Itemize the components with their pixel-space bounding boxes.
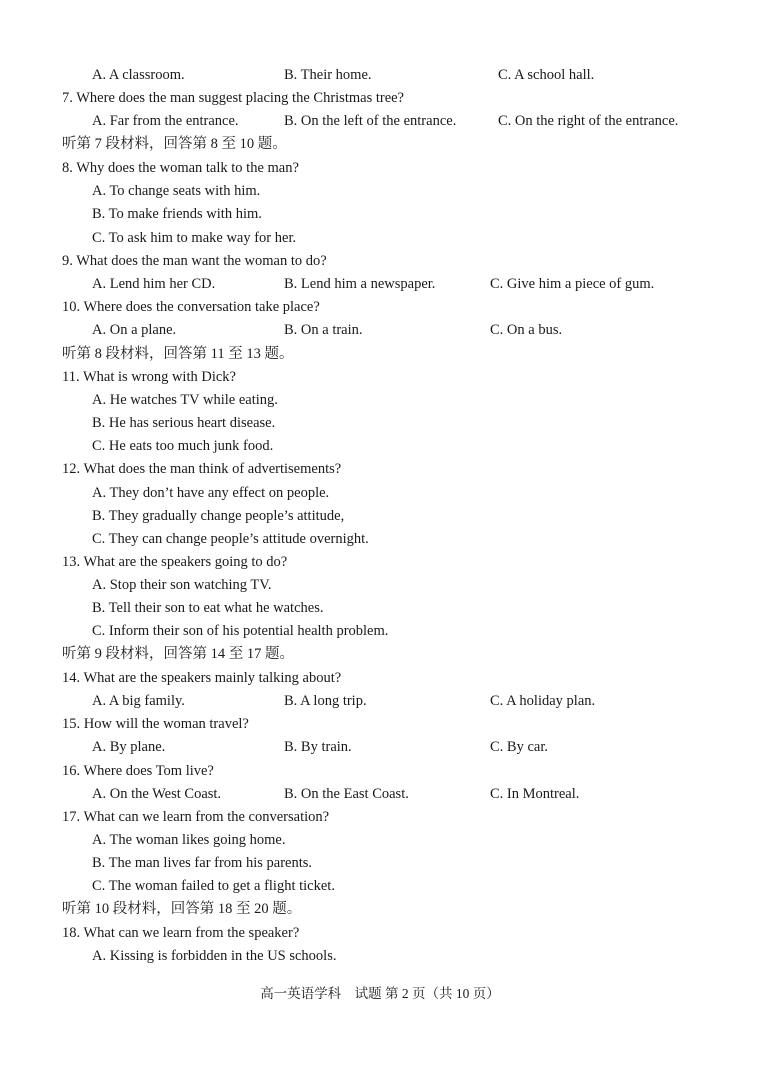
option-c: C. By car. [490,739,548,755]
question-text: 11. What is wrong with Dick? [62,369,236,385]
question-text: 8. Why does the woman talk to the man? [62,160,299,176]
answer-option: A. Kissing is forbidden in the US schools. [92,948,337,964]
question-text: 13. What are the speakers going to do? [62,554,288,570]
answer-option: C. He eats too much junk food. [92,438,274,454]
option-a: A. A big family. [92,693,185,709]
option-b: B. By train. [284,739,352,755]
option-b: B. On the left of the entrance. [284,113,457,129]
answer-option: A. They don’t have any effect on people. [92,485,330,501]
question-text: 17. What can we learn from the conversation? [62,809,330,825]
section-instruction: 听第 9 段材料，回答第 14 至 17 题。 [62,646,294,662]
option-c: C. A holiday plan. [490,693,596,709]
answer-option: A. Stop their son watching TV. [92,577,272,593]
option-a: A. A classroom. [92,67,185,83]
answer-option: A. The woman likes going home. [92,832,286,848]
question-text: 14. What are the speakers mainly talking about? [62,670,342,686]
question-text: 7. Where does the man suggest placing the Christmas tree? [62,90,404,106]
answer-option: B. Tell their son to eat what he watches. [92,600,324,616]
section-instruction: 听第 10 段材料，回答第 18 至 20 题。 [62,901,302,917]
option-b: B. On a train. [284,322,363,338]
question-text: 16. Where does Tom live? [62,763,214,779]
section-instruction: 听第 8 段材料，回答第 11 至 13 题。 [62,346,294,362]
question-text: 18. What can we learn from the speaker? [62,925,300,941]
option-c: C. On the right of the entrance. [498,113,679,129]
option-b: B. A long trip. [284,693,367,709]
answer-option: B. The man lives far from his parents. [92,855,312,871]
option-b: B. On the East Coast. [284,786,409,802]
option-b: B. Their home. [284,67,372,83]
option-c: C. In Montreal. [490,786,580,802]
answer-option: B. He has serious heart disease. [92,415,276,431]
option-c: C. A school hall. [498,67,595,83]
option-c: C. On a bus. [490,322,563,338]
answer-option: C. Inform their son of his potential health problem. [92,623,389,639]
answer-option: B. They gradually change people’s attitude, [92,508,345,524]
section-instruction: 听第 7 段材料，回答第 8 至 10 题。 [62,136,287,152]
option-b: B. Lend him a newspaper. [284,276,436,292]
question-text: 9. What does the man want the woman to do? [62,253,327,269]
answer-option: A. To change seats with him. [92,183,261,199]
option-a: A. By plane. [92,739,166,755]
option-a: A. Far from the entrance. [92,113,239,129]
answer-option: C. They can change people’s attitude overnight. [92,531,369,547]
answer-option: C. To ask him to make way for her. [92,230,297,246]
option-a: A. On the West Coast. [92,786,222,802]
option-a: A. Lend him her CD. [92,276,216,292]
answer-option: C. The woman failed to get a flight ticket. [92,878,335,894]
question-text: 12. What does the man think of advertisements? [62,461,342,477]
question-text: 15. How will the woman travel? [62,716,249,732]
page-footer: 高一英语学科 试题 第 2 页（共 10 页） [260,986,500,1001]
answer-option: B. To make friends with him. [92,206,262,222]
option-a: A. On a plane. [92,322,177,338]
question-text: 10. Where does the conversation take place? [62,299,320,315]
option-c: C. Give him a piece of gum. [490,276,655,292]
answer-option: A. He watches TV while eating. [92,392,278,408]
